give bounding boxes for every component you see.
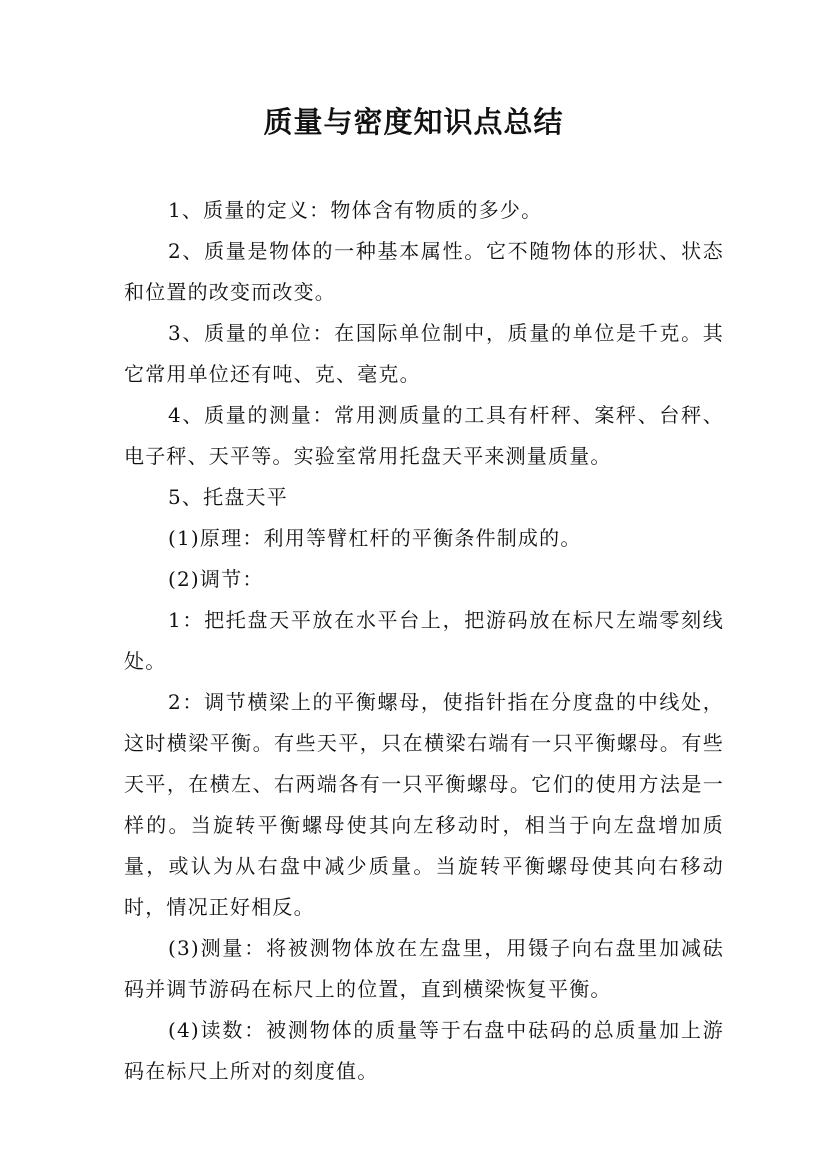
paragraph-reading: (4)读数：被测物体的质量等于右盘中砝码的总质量加上游码在标尺上所对的刻度值。 <box>124 1018 724 1083</box>
paragraph-measuring: (3)测量：将被测物体放在左盘里，用镊子向右盘里加减砝码并调节游码在标尺上的位置，直到横梁恢复平衡。 <box>124 936 724 1001</box>
document-body <box>124 190 724 1092</box>
paragraph-principle: (1)原理：利用等臂杠杆的平衡条件制成的。 <box>168 526 582 550</box>
document-title: 质量与密度知识点总结 <box>263 105 564 139</box>
paragraph-tray-balance-heading: 5、托盘天平 <box>168 485 288 509</box>
paragraph-adjustment-step-2: 2：调节横梁上的平衡螺母，使指针指在分度盘的中线处，这时横梁平衡。有些天平，只在横梁右端有一只平衡螺母。有些天平，在横左、右两端各有一只平衡螺母。它们的使用方法是一样的。当旋转平衡螺母使其向左移动时，相当于向左盘增加质量，或认为从右盘中减少质量。当旋转平衡螺母使其向右移动时，情况正好相反。 <box>124 690 724 919</box>
paragraph-mass-unit: 3、质量的单位：在国际单位制中，质量的单位是千克。其它常用单位还有吨、克、毫克。 <box>124 321 724 386</box>
paragraph-mass-definition: 1、质量的定义：物体含有物质的多少。 <box>168 198 543 222</box>
paragraph-mass-measurement: 4、质量的测量：常用测质量的工具有杆秤、案秤、台秤、电子秤、天平等。实验室常用托盘天平来测量质量。 <box>124 403 724 468</box>
paragraph-adjustment-step-1: 1：把托盘天平放在水平台上，把游码放在标尺左端零刻线处。 <box>124 608 724 673</box>
paragraph-mass-property: 2、质量是物体的一种基本属性。它不随物体的形状、状态和位置的改变而改变。 <box>124 239 724 304</box>
paragraph-adjustment-heading: (2)调节： <box>168 567 264 591</box>
